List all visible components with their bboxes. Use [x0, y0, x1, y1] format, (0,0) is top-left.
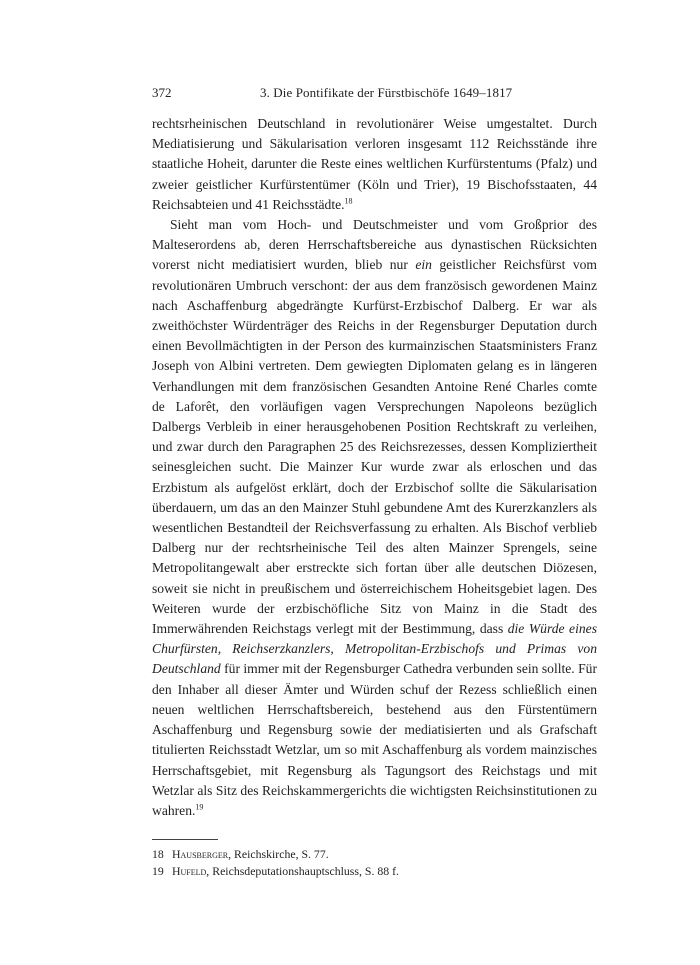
- footnote-citation: , Reichskirche, S. 77.: [228, 847, 329, 862]
- paragraph-1: [152, 114, 597, 215]
- running-head: [152, 84, 597, 106]
- footnote-text: [172, 863, 399, 880]
- footnote-19: [152, 863, 597, 880]
- book-page: [152, 84, 597, 880]
- footnote-citation: , Reichsdeputationshauptschluss, S. 88 f.: [206, 864, 399, 879]
- paragraph-1-text: rechtsrheinischen Deutschland in revolutionärer Weise umgestaltet. Durch Mediatisierung und Säkularisation verloren insgesamt 112 Reichsstände ihre staatliche Hoheit, darunter die Reste eines weltlichen Kurfürstentums (Pfalz) und zweier geistlicher Kurfürstentümer (Köln und Trier), 19 Bischofsstaaten, 44 Reichsabteien und 41 Reichsstädte.: [152, 116, 597, 212]
- paragraph-2-text-a: Sieht man vom Hoch- und Deutschmeister und vom Großprior des Malteserordens ab, deren Herrschaftsbereiche aus dynastischen Rücksichten vorerst nicht mediatisiert wurden, blieb nur: [152, 217, 597, 273]
- emphasis-ein: ein: [415, 257, 432, 273]
- footnotes: [152, 846, 597, 880]
- footnote-ref-18[interactable]: 18: [344, 196, 353, 206]
- footnote-ref-19[interactable]: 19: [195, 802, 204, 812]
- footnote-divider: [152, 839, 218, 840]
- chapter-title: 3. Die Pontifikate der Fürstbischöfe 1649–1817: [260, 85, 513, 100]
- page-number: 372: [152, 85, 172, 100]
- paragraph-2-text-e: für immer mit der Regensburger Cathedra verbunden sein sollte. Für den Inhaber all dieser Ämter und Würden schuf der Rezess schließlich einen neuen weltlichen Herrschaftsbereich, bestehend aus den Fürstentümern Aschaffenburg und Regensburg sowie der mediatisierten und als Grafschaft titulierten Reichsstadt Wetzlar, um so mit Aschaffenburg als vordem mainzisches Herrschaftsgebiet, mit Regensburg als Tagungsort des Reichstags und mit Wetzlar als Sitz des Reichskammergerichts die wichtigsten Reichsinstitutionen zu wahren.: [152, 661, 597, 818]
- footnote-author: Hausberger: [172, 847, 229, 862]
- footnote-18: [152, 846, 597, 863]
- paragraph-2: [152, 215, 597, 821]
- footnote-number: 19: [152, 864, 164, 879]
- footnote-text: [172, 846, 329, 863]
- paragraph-2-text-c: geistlicher Reichsfürst vom revolutionären Umbruch verschont: der aus dem französisch gewordenen Mainz nach Aschaffenburg abgedrängte Kurfürst-Erzbischof Dalberg. Er war als zweithöchster Würdenträger des Reichs in der Regensburger Deputation durch einen Bevollmächtigten in der Person des kurmainzischen Staatsministers Franz Joseph von Albini vertreten. Dem gewiegten Diplomaten gelang es in längeren Verhandlungen mit dem französischen Gesandten Antoine René Charles comte de Laforêt, den vorläufigen vagen Versprechungen Napoleons bezüglich Dalbergs Verbleib in einer herausgehobenen Position Rechtskraft zu verleihen, und zwar durch den Paragraphen 25 des Reichsrezesses, dessen Kompliziertheit seinesgleichen sucht. Die Mainzer Kur wurde zwar als erloschen und das Erzbistum als aufgelöst erklärt, doch der Erzbischof sollte die Säkularisation überdauern, um das an den Mainzer Stuhl gebundene Amt des Kurerzkanzlers als wesentlichen Bestandteil der Reichsverfassung zu erhalten. Als Bischof verblieb Dalberg nur der rechtsrheinische Teil des alten Mainzer Sprengels, seine Metropolitangewalt aber erstreckte sich fortan über alle deutschen Diözesen, soweit sie nicht in preußischem und österreichischem Hoheitsgebiet lagen. Des Weiteren wurde der erzbischöfliche Sitz von Mainz in die Stadt des Immerwährenden Reichstags verlegt mit der Bestimmung, dass: [152, 257, 597, 637]
- quoted-title-italic: die Würde eines Churfürsten, Reichserzkanzlers, Metropolitan-Erzbischofs und Primas von Deutschland: [152, 621, 597, 677]
- footnote-author: Hufeld: [172, 864, 207, 879]
- footnote-number: 18: [152, 847, 164, 862]
- body-text: [152, 114, 597, 821]
